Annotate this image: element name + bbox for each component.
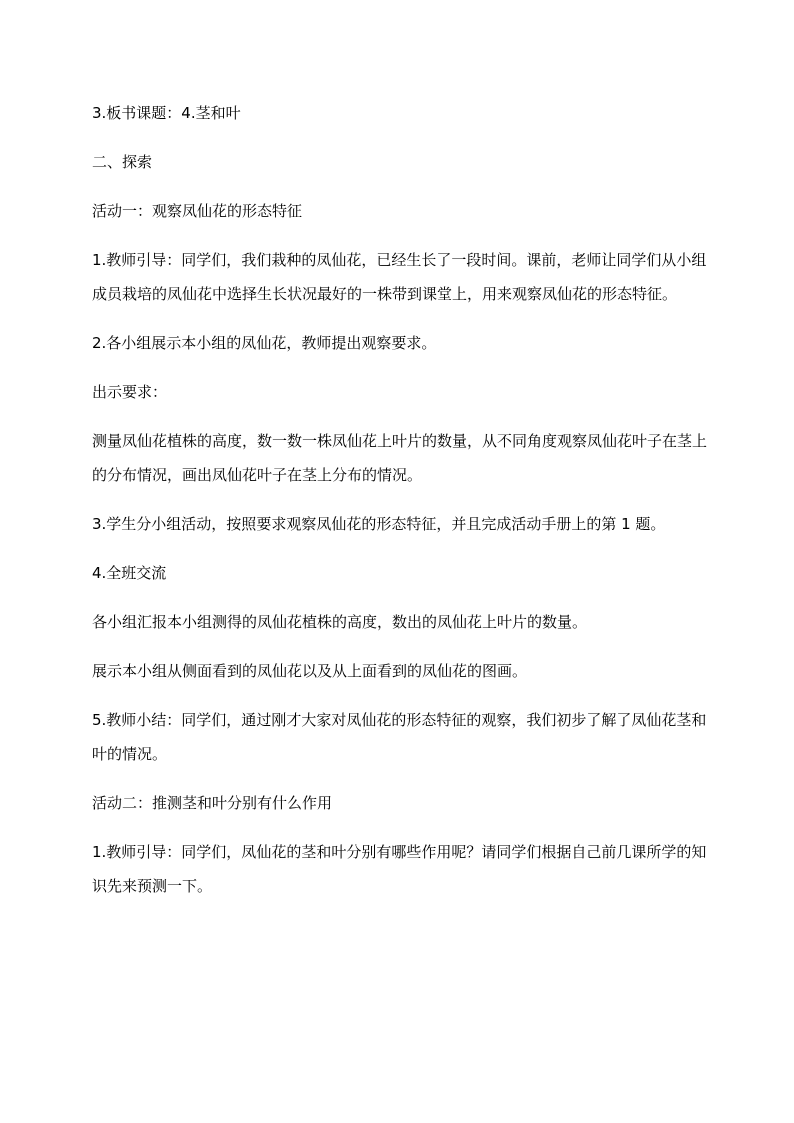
activity-one-heading: 活动一：观察凤仙花的形态特征 (92, 202, 303, 220)
activity-two-heading: 活动二：推测茎和叶分别有什么作用 (92, 794, 333, 812)
paragraph-teacher-guidance-2: 1.教师引导：同学们，凤仙花的茎和叶分别有哪些作用呢？请同学们根据自己前几课所学的知识先来预测一下。 (92, 843, 707, 895)
paragraph-spacer (92, 311, 712, 326)
section-heading-explore: 二、探索 (92, 153, 153, 171)
paragraph-group-report: 各小组汇报本小组测得的凤仙花植株的高度，数出的凤仙花上叶片的数量。 (92, 613, 588, 631)
paragraph-student-activity: 3.学生分小组活动，按照要求观察凤仙花的形态特征，并且完成活动手册上的第 1 题。 (92, 515, 666, 533)
paragraph-group-display: 2.各小组展示本小组的凤仙花，教师提出观察要求。 (92, 334, 437, 352)
paragraph-spacer (92, 771, 712, 786)
paragraph-spacer (92, 688, 712, 703)
paragraph-spacer (92, 820, 712, 835)
paragraph-class-exchange: 4.全班交流 (92, 564, 167, 582)
paragraph-lesson-title: 3.板书课题：4.茎和叶 (92, 104, 241, 122)
paragraph-teacher-summary: 5.教师小结：同学们，通过刚才大家对凤仙花的形态特征的观察，我们初步了解了凤仙花茎和叶的情况。 (92, 711, 707, 763)
document-body (92, 96, 712, 903)
paragraph-requirements-text: 测量凤仙花植株的高度，数一数一株凤仙花上叶片的数量，从不同角度观察凤仙花叶子在茎上的分布情况，画出凤仙花叶子在茎上分布的情况。 (92, 432, 708, 484)
paragraph-spacer (92, 130, 712, 145)
paragraph-spacer (92, 492, 712, 507)
paragraph-teacher-guidance-1: 1.教师引导：同学们，我们栽种的凤仙花，已经生长了一段时间。课前，老师让同学们从小组成员栽培的凤仙花中选择生长状况最好的一株带到课堂上，用来观察凤仙花的形态特征。 (92, 251, 707, 303)
paragraph-spacer (92, 360, 712, 375)
paragraph-spacer (92, 590, 712, 605)
paragraph-spacer (92, 541, 712, 556)
paragraph-show-drawings: 展示本小组从侧面看到的凤仙花以及从上面看到的凤仙花的图画。 (92, 662, 528, 680)
paragraph-requirements-label: 出示要求： (92, 383, 168, 401)
paragraph-spacer (92, 639, 712, 654)
paragraph-spacer (92, 179, 712, 194)
paragraph-spacer (92, 228, 712, 243)
paragraph-spacer (92, 409, 712, 424)
